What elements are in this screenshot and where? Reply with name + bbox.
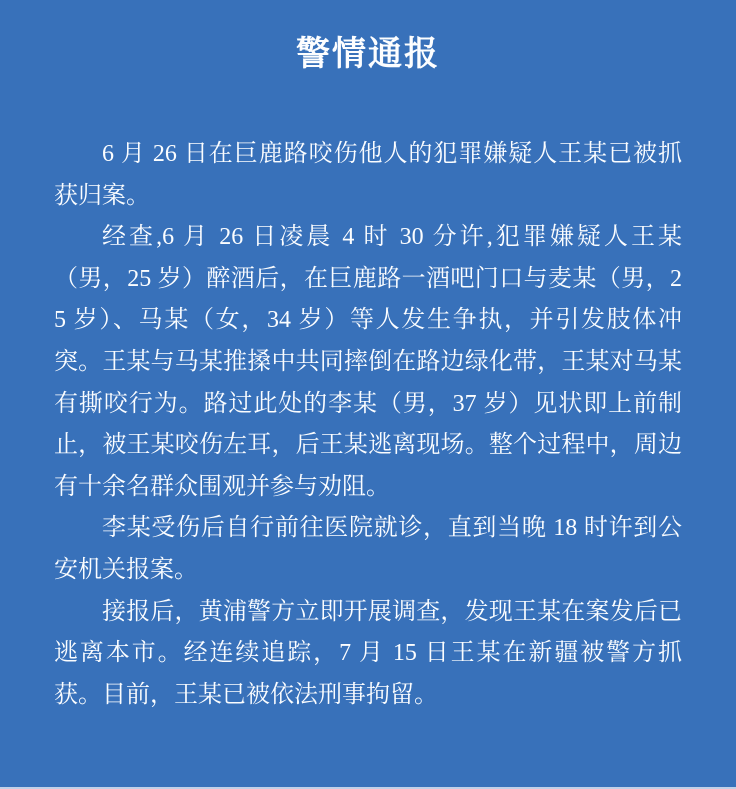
notice-paragraph-victim-report: 李某受伤后自行前往医院就诊，直到当晚 18 时许到公安机关报案。 <box>54 515 682 583</box>
notice-body <box>54 134 682 716</box>
notice-paragraph-arrest-summary: 6 月 26 日在巨鹿路咬伤他人的犯罪嫌疑人王某已被抓获归案。 <box>54 141 682 209</box>
notice-title: 警情通报 <box>296 36 440 73</box>
notice-paragraph-incident-details: 经查,6 月 26 日凌晨 4 时 30 分许,犯罪嫌疑人王某（男，25 岁）醉酒后，在巨鹿路一酒吧门口与麦某（男，25 岁）、马某（女，34 岁）等人发生争执，并引发肢体冲突。王某与马某推搡中共同摔倒在路边绿化带，王某对马某有撕咬行为。路过此处的李某（男，37 岁）见状即上前制止，被王某咬伤左耳，后王某逃离现场。整个过程中，周边有十余名群众围观并参与劝阻。 <box>54 224 682 500</box>
notice-paragraph-police-action: 接报后，黄浦警方立即开展调查，发现王某在案发后已逃离本市。经连续追踪，7 月 15 日王某在新疆被警方抓获。目前，王某已被依法刑事拘留。 <box>54 598 682 708</box>
